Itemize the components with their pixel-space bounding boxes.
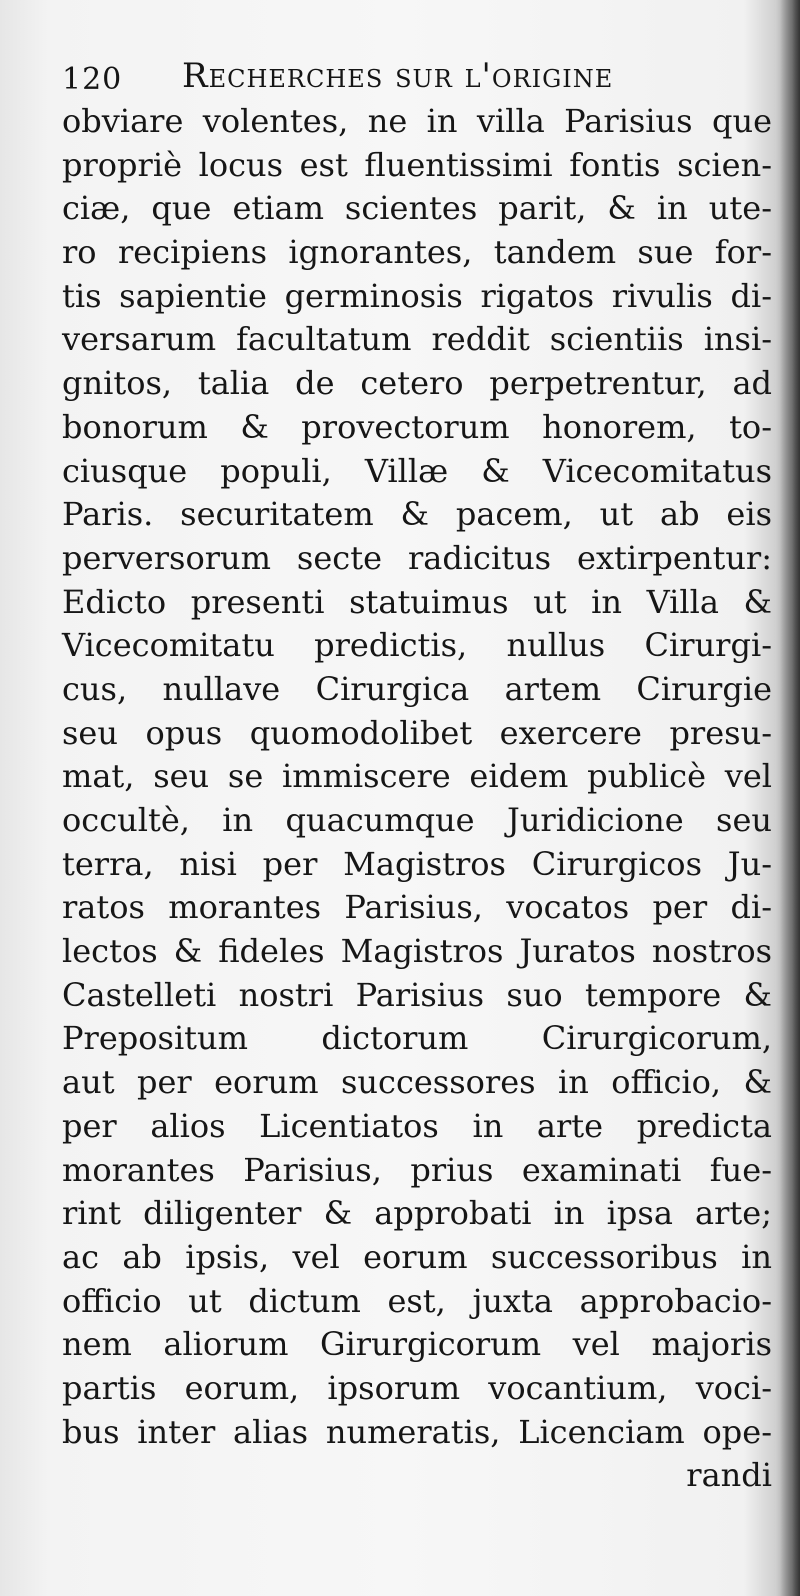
text-line: officio ut dictum est, juxta approbacio- (62, 1281, 772, 1320)
page-header (62, 56, 778, 96)
text-line: Paris. securitatem & pacem, ut ab eis (62, 495, 772, 534)
text-line: Edicto presenti statuimus ut in Villa & (62, 582, 772, 621)
text-line: mat, seu se immiscere eidem publicè vel (62, 757, 772, 796)
text-line: ciæ, que etiam scientes parit, & in ute- (62, 189, 772, 228)
text-line: rint diligenter & approbati in ipsa arte; (62, 1194, 772, 1233)
text-line: obviare volentes, ne in villa Parisius que (62, 102, 772, 140)
text-line: ratos morantes Parisius, vocatos per di- (62, 888, 772, 927)
page-number: 120 (62, 62, 123, 97)
text-line: Castelleti nostri Parisius suo tempore & (62, 975, 772, 1014)
text-line: ro recipiens ignorantes, tandem sue for- (62, 233, 772, 272)
text-line: bus inter alias numeratis, Licenciam ope- (62, 1412, 772, 1451)
text-line: ac ab ipsis, vel eorum successoribus in (62, 1237, 772, 1276)
text-line: ciusque populi, Villæ & Vicecomitatus (62, 451, 772, 490)
text-line: tis sapientie germinosis rigatos rivulis di- (62, 276, 772, 315)
text-line: bonorum & provectorum honorem, to- (62, 407, 772, 446)
text-line: perversorum secte radicitus extirpentur: (62, 538, 772, 577)
text-line: Prepositum dictorum Cirurgicorum, (62, 1019, 772, 1058)
text-line: per alios Licentiatos in arte predicta (62, 1106, 772, 1145)
text-line: cus, nullave Cirurgica artem Cirurgie (62, 669, 772, 708)
text-line: lectos & fideles Magistros Juratos nostros (62, 932, 772, 971)
text-line: nem aliorum Girurgicorum vel majoris (62, 1325, 772, 1364)
text-line: terra, nisi per Magistros Cirurgicos Ju- (62, 844, 772, 883)
text-line: aut per eorum successores in officio, & (62, 1063, 772, 1102)
text-line: Vicecomitatu predictis, nullus Cirurgi- (62, 626, 772, 665)
text-line: partis eorum, ipsorum vocantium, voci- (62, 1368, 772, 1407)
text-line: gnitos, talia de cetero perpetrentur, ad (62, 364, 772, 403)
text-line: morantes Parisius, prius examinati fue- (62, 1150, 772, 1189)
text-line: propriè locus est fluentissimi fontis scien- (62, 145, 772, 184)
text-line: versarum facultatum reddit scientiis insi- (62, 320, 772, 359)
text-line: seu opus quomodolibet exercere presu- (62, 713, 772, 752)
page-gutter-shadow (780, 0, 800, 1596)
running-title: Recherches sur l'origine (182, 56, 614, 96)
text-line: occultè, in quacumque Juridicione seu (62, 801, 772, 839)
body-text (62, 100, 772, 1498)
catchword: randi (686, 1456, 772, 1495)
